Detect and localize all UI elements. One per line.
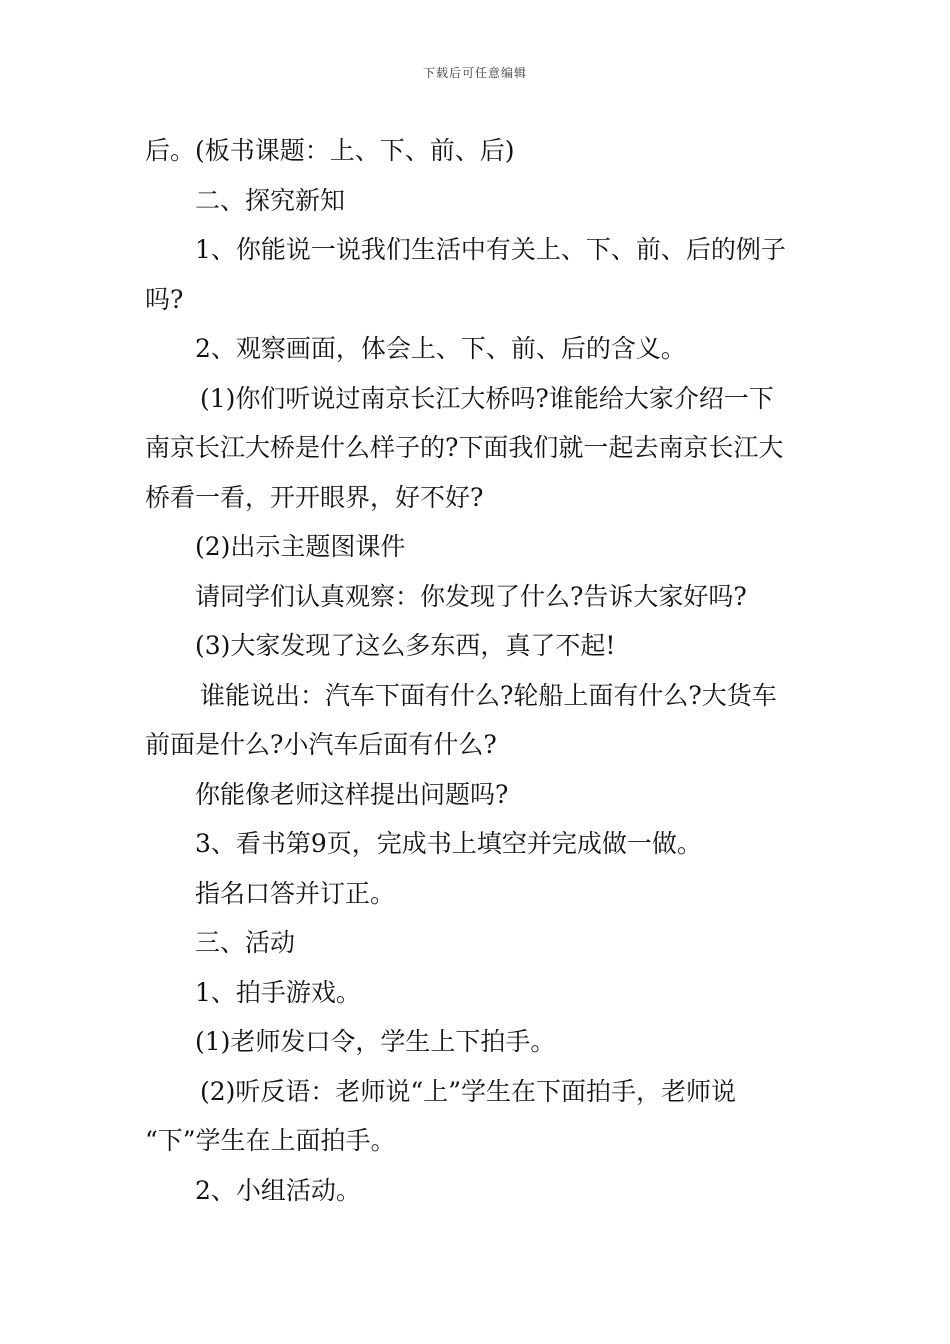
paragraph-line: (1)老师发口令，学生上下拍手。: [195, 1027, 556, 1056]
paragraph-line: 1、拍手游戏。: [195, 977, 361, 1007]
paragraph-line: (2)出示主题图课件: [195, 532, 406, 561]
paragraph-line: “下”学生在上面拍手。: [145, 1126, 396, 1155]
paragraph-line: 1、你能说一说我们生活中有关上、下、前、后的例子: [195, 235, 786, 264]
paragraph-line: 吗?: [145, 284, 184, 314]
paragraph-line: 请同学们认真观察：你发现了什么?告诉大家好吗?: [195, 581, 747, 611]
paragraph-line: 后。(板书课题：上、下、前、后): [145, 136, 515, 165]
paragraph-line: (2)听反语：老师说“上”学生在下面拍手，老师说: [200, 1076, 736, 1106]
paragraph-line: 你能像老师这样提出问题吗?: [195, 779, 509, 809]
paragraph-line: (3)大家发现了这么多东西，真了不起!: [195, 631, 616, 660]
paragraph-line: 桥看一看，开开眼界，好不好?: [145, 482, 484, 512]
paragraph-line: 南京长江大桥是什么样子的?下面我们就一起去南京长江大: [145, 433, 784, 462]
page-header: 下载后可任意编辑: [422, 66, 527, 80]
section-heading: 三、活动: [195, 928, 296, 957]
paragraph-line: 谁能说出：汽车下面有什么?轮船上面有什么?大货车: [200, 680, 777, 710]
paragraph-line: 指名口答并订正。: [195, 878, 396, 908]
paragraph-line: 前面是什么?小汽车后面有什么?: [145, 730, 497, 759]
paragraph-line: 2、观察画面，体会上、下、前、后的含义。: [195, 334, 686, 363]
document-body: [145, 126, 810, 1215]
section-heading: 二、探究新知: [195, 185, 346, 215]
paragraph-line: 2、小组活动。: [195, 1175, 361, 1205]
paragraph-line: (1)你们听说过南京长江大桥吗?谁能给大家介绍一下: [200, 383, 774, 413]
paragraph-line: 3、看书第9页，完成书上填空并完成做一做。: [195, 829, 702, 858]
